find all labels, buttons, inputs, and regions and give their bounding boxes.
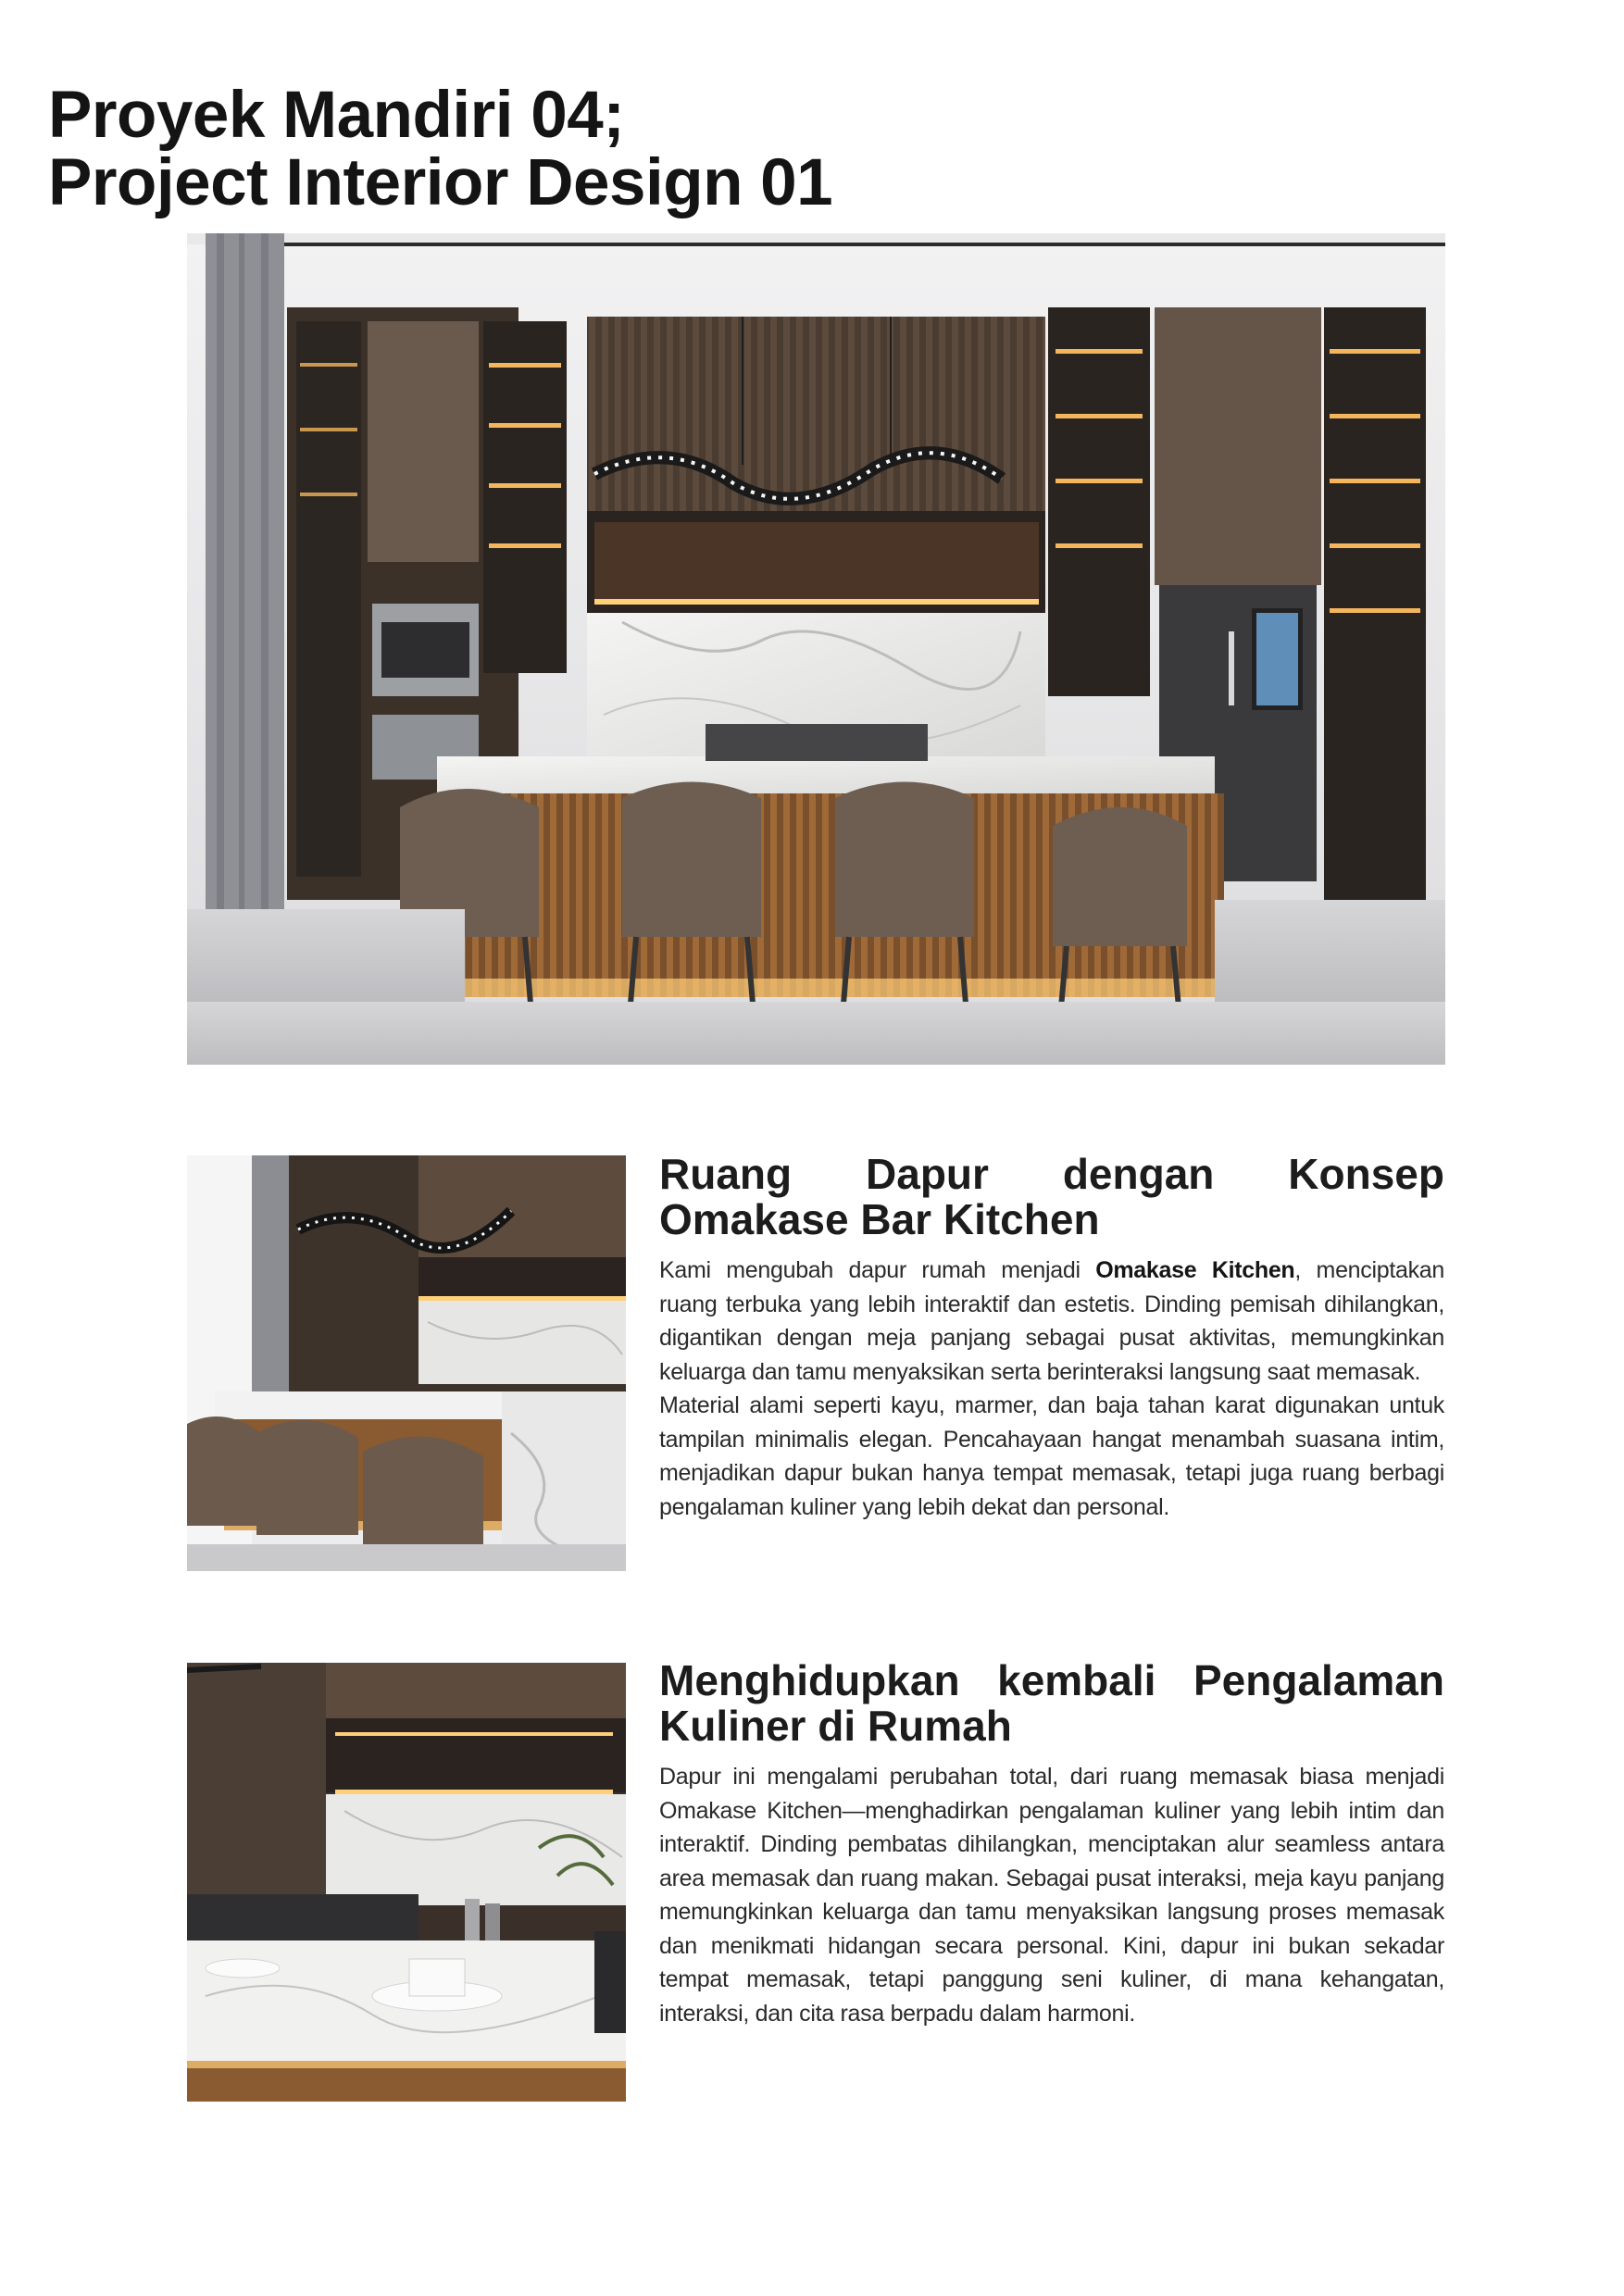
hero-kitchen-render [187,233,1445,1065]
kitchen-counter-closeup-illustration [187,1663,626,2102]
kitchen-side-view-illustration [187,1155,626,1571]
section-heading [659,1658,1444,1749]
highlight-text: Omakase Kitchen [1095,1257,1295,1284]
kitchen-counter-closeup-render [187,1663,626,2102]
section-heading-line-2: Omakase Bar Kitchen [659,1195,1100,1244]
section-heading-line-1: Ruang Dapur dengan Konsep [659,1150,1444,1198]
paragraph-text: , menciptakan ruang terbuka yang lebih interaktif dan estetis. Dinding pemisah dihilangkan, digantikan dengan meja panjang sebagai pusat aktivitas, memungkinkan keluarga dan tamu menyaksikan serta berinteraksi langsung saat memasak. [659,1257,1444,1385]
section-heading [659,1152,1444,1242]
paragraph: Material alami seperti kayu, marmer, dan baja tahan karat digunakan untuk tampilan minimalis elegan. Pencahayaan hangat menambah suasana intim, menjadikan dapur bukan hanya tempat memasak, tetapi juga ruang berbagi pengalaman kuliner yang lebih dekat dan personal. [659,1392,1444,1520]
page-title [48,78,833,219]
hero-kitchen-illustration [187,233,1445,1065]
paragraph-text: Kami mengubah dapur rumah menjadi [659,1257,1096,1284]
section-heading-line-1: Menghidupkan kembali Pengalaman [659,1656,1444,1704]
section-culinary-experience [659,1658,1444,2030]
page-title-line-2: Project Interior Design 01 [48,145,833,219]
kitchen-side-view-render [187,1155,626,1571]
section-omakase-bar-kitchen [659,1152,1444,1524]
page-title-line-1: Proyek Mandiri 04; [48,78,625,152]
paragraph: Dapur ini mengalami perubahan total, dari ruang memasak biasa menjadi Omakase Kitchen—menghadirkan pengalaman kuliner yang lebih intim dan interaktif. Dinding pembatas dihilangkan, menciptakan alur seamless antara area memasak dan ruang makan. Sebagai pusat interaksi, meja kayu panjang memungkinkan keluarga dan tamu menyaksikan langsung proses memasak dan menikmati hidangan secara personal. Kini, dapur ini bukan sekadar tempat memasak, tetapi panggung seni kuliner, di mana kehangatan, interaksi, dan cita rasa berpadu dalam harmoni. [659,1764,1444,2027]
section-body [659,1254,1444,1524]
paragraph [659,1254,1444,1389]
section-body [659,1760,1444,2030]
section-heading-line-2: Kuliner di Rumah [659,1702,1012,1751]
